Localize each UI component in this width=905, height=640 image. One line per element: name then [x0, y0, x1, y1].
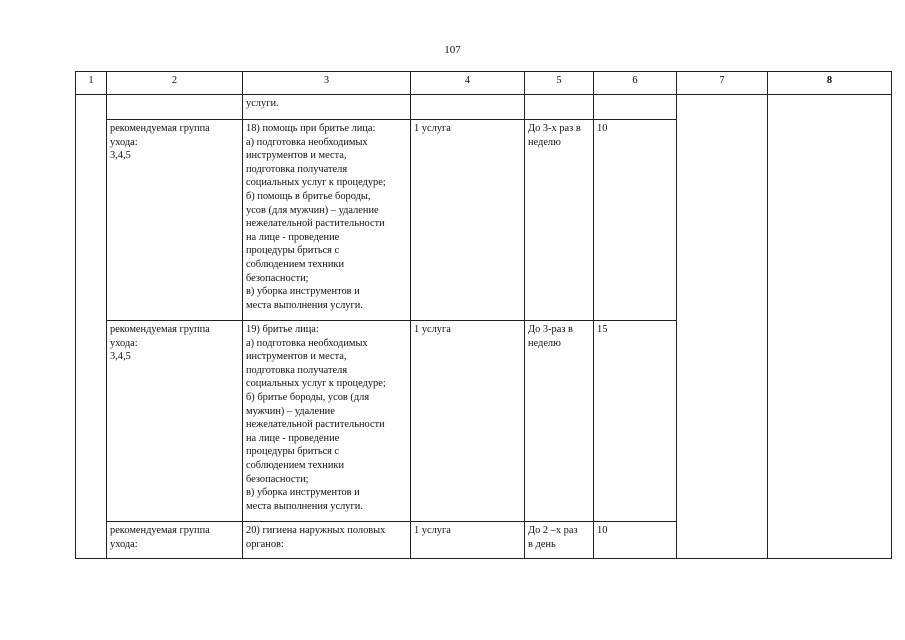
continuation-group-cell: [107, 95, 243, 120]
group-cell: рекомендуемая группа ухода: 3,4,5: [107, 321, 243, 522]
service-cell: 20) гигиена наружных половых органов:: [243, 522, 411, 559]
frequency-cell: До 3-раз в неделю: [525, 321, 594, 522]
header-cell-4: 4: [411, 72, 525, 95]
continuation-service-cell: услуги.: [243, 95, 411, 120]
continuation-row: [76, 95, 892, 120]
group-cell: рекомендуемая группа ухода: 3,4,5: [107, 120, 243, 321]
col7-merged-cell: [677, 95, 768, 559]
time-cell: 15: [594, 321, 677, 522]
service-cell: 19) бритье лица: а) подготовка необходимых инструментов и места, подготовка получателя социальных услуг к процедуре; б) бритье бороды, усов (для мужчин) – удаление нежелательной растительности на лице - проведение процедуры бриться с соблюдением техники безопасности; в) уборка инструментов и места выполнения услуги.: [243, 321, 411, 522]
unit-cell: 1 услуга: [411, 321, 525, 522]
unit-cell: 1 услуга: [411, 120, 525, 321]
time-cell: 10: [594, 522, 677, 559]
header-cell-6: 6: [594, 72, 677, 95]
frequency-cell: До 3-х раз в неделю: [525, 120, 594, 321]
service-cell: 18) помощь при бритье лица: а) подготовка необходимых инструментов и места, подготовка получателя социальных услуг к процедуре; б) помощь в бритье бороды, усов (для мужчин) – удаление нежелательной растительности на лице - проведение процедуры бриться с соблюдением техники безопасности; в) уборка инструментов и места выполнения услуги.: [243, 120, 411, 321]
header-cell-8: 8: [768, 72, 892, 95]
header-cell-7: 7: [677, 72, 768, 95]
time-cell: 10: [594, 120, 677, 321]
header-cell-3: 3: [243, 72, 411, 95]
header-cell-5: 5: [525, 72, 594, 95]
col1-merged-cell: [76, 95, 107, 559]
frequency-cell: До 2 –х раз в день: [525, 522, 594, 559]
col8-merged-cell: [768, 95, 892, 559]
continuation-frequency-cell: [525, 95, 594, 120]
continuation-time-cell: [594, 95, 677, 120]
header-cell-1: 1: [76, 72, 107, 95]
header-cell-2: 2: [107, 72, 243, 95]
services-table: [75, 71, 892, 559]
page-number: 107: [444, 44, 461, 56]
group-cell: рекомендуемая группа ухода:: [107, 522, 243, 559]
header-row: [76, 72, 892, 95]
continuation-unit-cell: [411, 95, 525, 120]
unit-cell: 1 услуга: [411, 522, 525, 559]
